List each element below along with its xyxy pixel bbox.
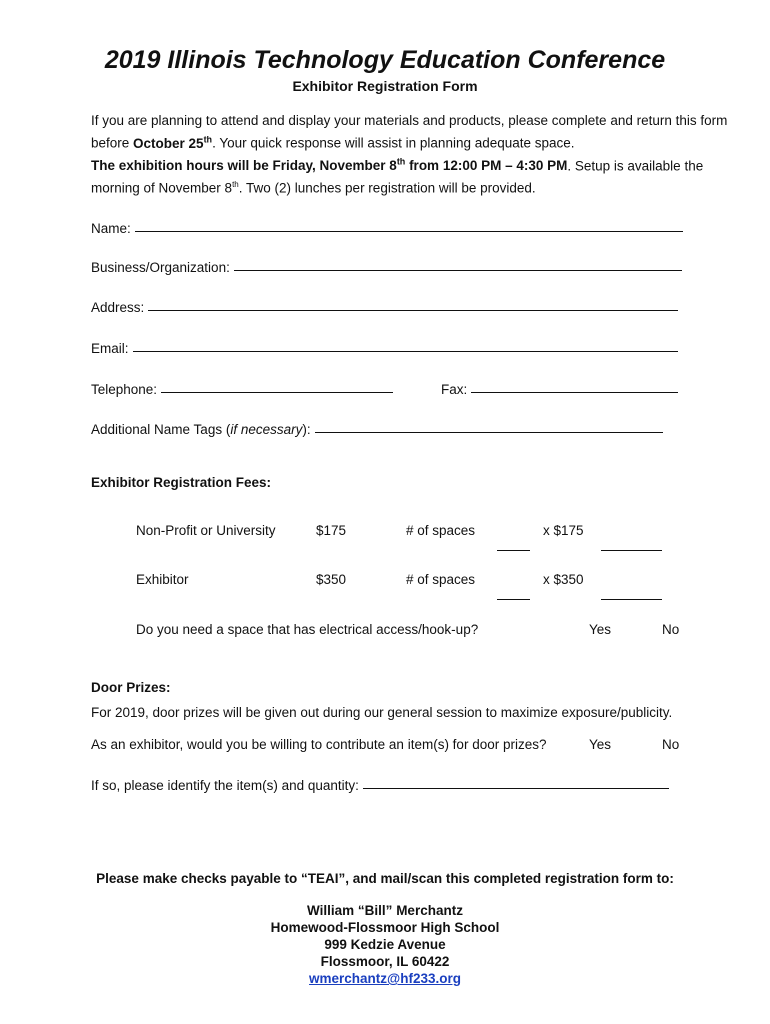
- name-line[interactable]: [135, 230, 683, 232]
- fees-heading: Exhibitor Registration Fees:: [91, 475, 272, 490]
- telephone-line[interactable]: [161, 391, 393, 393]
- fax-line[interactable]: [471, 391, 678, 393]
- contact-name: William “Bill” Merchantz: [307, 903, 463, 918]
- address-line[interactable]: [148, 309, 678, 311]
- multiplier-nonprofit: x $175: [543, 523, 584, 538]
- fee-price-nonprofit: $175: [316, 523, 347, 538]
- form-title: 2019 Illinois Technology Education Conference: [104, 46, 666, 74]
- intro-paragraph: If you are planning to attend and display your materials and products, please complete and return this form before October 25th. Your quick response will assist in planning adequate space. The exhibition hours will be Friday, November 8th from 12:00 PM – 4:30 PM. Setup is available the morning of November 8th. Two (2) lunches per registration will be provided.: [91, 113, 728, 196]
- fax-field[interactable]: [441, 382, 678, 397]
- name-tags-label: Additional Name Tags (if necessary):: [91, 422, 311, 437]
- door-prizes-items-label: If so, please identify the item(s) and quantity:: [91, 778, 359, 793]
- form-subtitle: Exhibitor Registration Form: [292, 78, 478, 94]
- spaces-blank-nonprofit[interactable]: [497, 538, 530, 556]
- email-field[interactable]: [91, 341, 678, 356]
- name-tags-field[interactable]: [91, 422, 663, 437]
- name-field[interactable]: [91, 221, 683, 236]
- fee-price-exhibitor: $350: [316, 572, 347, 587]
- contact-school: Homewood-Flossmoor High School: [270, 920, 500, 935]
- email-line[interactable]: [133, 350, 678, 352]
- spaces-label-exhibitor: # of spaces: [406, 572, 476, 587]
- spaces-blank-exhibitor[interactable]: [497, 587, 530, 605]
- door-prizes-question: As an exhibitor, would you be willing to contribute an item(s) for door prizes?: [91, 737, 547, 752]
- door-prizes-no-option[interactable]: No: [662, 737, 680, 752]
- multiplier-exhibitor: x $350: [543, 572, 584, 587]
- electrical-question: Do you need a space that has electrical access/hook-up?: [136, 622, 479, 637]
- exhibition-hours: The exhibition hours will be Friday, November 8th from 12:00 PM – 4:30 PM: [91, 156, 568, 173]
- fee-type-exhibitor: Exhibitor: [136, 572, 189, 587]
- fax-label: Fax:: [441, 382, 468, 397]
- deadline-date: October 25th: [133, 134, 213, 151]
- business-line[interactable]: [234, 269, 682, 271]
- door-prizes-items-field[interactable]: [91, 778, 669, 793]
- contact-city: Flossmoor, IL 60422: [320, 954, 450, 969]
- telephone-field[interactable]: [91, 382, 393, 397]
- spaces-label-nonprofit: # of spaces: [406, 523, 476, 538]
- address-label: Address:: [91, 300, 145, 315]
- total-blank-exhibitor[interactable]: [601, 587, 662, 605]
- door-prizes-heading: Door Prizes:: [91, 680, 171, 695]
- door-prizes-info: For 2019, door prizes will be given out during our general session to maximize exposure/publicity.: [91, 705, 673, 720]
- business-field[interactable]: [91, 260, 682, 275]
- electrical-no-option[interactable]: No: [662, 622, 680, 637]
- business-label: Business/Organization:: [91, 260, 230, 275]
- door-prizes-items-line[interactable]: [363, 787, 669, 789]
- telephone-label: Telephone:: [91, 382, 158, 397]
- name-tags-line[interactable]: [315, 431, 663, 433]
- contact-street: 999 Kedzie Avenue: [324, 937, 446, 952]
- contact-email-link[interactable]: wmerchantz@hf233.org: [309, 971, 461, 986]
- name-label: Name:: [91, 221, 131, 236]
- electrical-yes-option[interactable]: Yes: [589, 622, 612, 637]
- email-label: Email:: [91, 341, 129, 356]
- contact-email-row: [0, 971, 770, 986]
- total-blank-nonprofit[interactable]: [601, 538, 662, 556]
- payment-instruction: Please make checks payable to “TEAI”, and mail/scan this completed registration form to:: [96, 871, 674, 886]
- door-prizes-yes-option[interactable]: Yes: [589, 737, 612, 752]
- fee-type-nonprofit: Non-Profit or University: [136, 523, 276, 538]
- address-field[interactable]: [91, 300, 678, 315]
